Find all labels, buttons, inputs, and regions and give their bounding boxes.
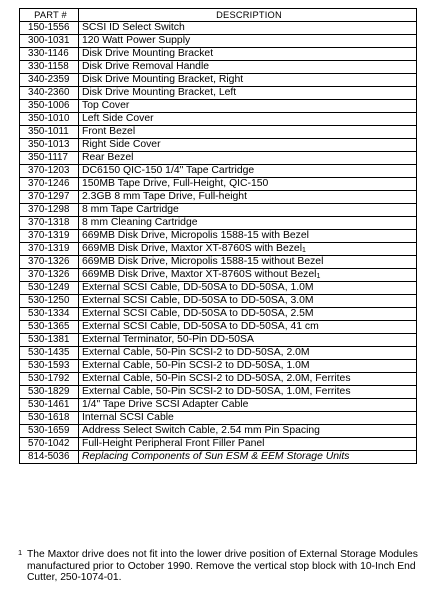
part-number-cell: 350-1006: [20, 100, 79, 113]
part-number-cell: 370-1319: [20, 243, 79, 256]
table-row: [20, 48, 417, 61]
description-cell: [79, 74, 417, 87]
part-number-cell: 330-1146: [20, 48, 79, 61]
part-number-cell: 370-1203: [20, 165, 79, 178]
part-number-cell: 300-1031: [20, 35, 79, 48]
description-cell: [79, 61, 417, 74]
table-row: [20, 243, 417, 256]
description-cell: [79, 165, 417, 178]
description-cell: [79, 243, 417, 256]
table-row: [20, 360, 417, 373]
description-cell: [79, 451, 417, 464]
part-number-cell: 350-1010: [20, 113, 79, 126]
description-text: External Cable, 50-Pin SCSI-2 to DD-50SA, 2.0M, Ferrites: [82, 373, 351, 384]
part-number-cell: 370-1319: [20, 230, 79, 243]
description-cell: [79, 399, 417, 412]
part-number-cell: 370-1326: [20, 256, 79, 269]
part-number-cell: 530-1381: [20, 334, 79, 347]
description-cell: [79, 35, 417, 48]
table-row: [20, 217, 417, 230]
table-row: [20, 451, 417, 464]
part-number-header: PART #: [20, 9, 79, 22]
header-row: [20, 9, 417, 22]
table-body: [20, 22, 417, 464]
table-row: [20, 425, 417, 438]
description-text: Replacing Components of Sun ESM & EEM Storage Units: [82, 451, 350, 462]
description-text: 8 mm Cleaning Cartridge: [82, 217, 198, 228]
description-cell: [79, 256, 417, 269]
part-number-cell: 340-2360: [20, 87, 79, 100]
part-number-cell: 340-2359: [20, 74, 79, 87]
description-cell: [79, 295, 417, 308]
description-text: External Cable, 50-Pin SCSI-2 to DD-50SA, 2.0M: [82, 347, 310, 358]
description-cell: [79, 230, 417, 243]
description-text: Address Select Switch Cable, 2.54 mm Pin Spacing: [82, 425, 320, 436]
part-number-cell: 370-1246: [20, 178, 79, 191]
table-row: [20, 334, 417, 347]
parts-table: [19, 8, 417, 464]
footnote-text: The Maxtor drive does not fit into the lower drive position of External Storage Modules manufactured prior to October 1990. Remove the vertical stop block with 10-Inch End Cutter, 250-1074-01.: [27, 549, 418, 584]
table-row: [20, 165, 417, 178]
description-cell: [79, 204, 417, 217]
footnote: [18, 549, 418, 584]
description-cell: [79, 152, 417, 165]
table-row: [20, 438, 417, 451]
description-text: Disk Drive Removal Handle: [82, 61, 210, 72]
description-cell: [79, 217, 417, 230]
description-cell: [79, 334, 417, 347]
description-text: Top Cover: [82, 100, 130, 111]
footnote-marker: 1: [18, 548, 23, 557]
description-cell: [79, 347, 417, 360]
description-cell: [79, 386, 417, 399]
table-row: [20, 113, 417, 126]
description-cell: [79, 438, 417, 451]
footnote-reference: 1: [316, 273, 321, 280]
part-number-cell: 530-1334: [20, 308, 79, 321]
description-cell: [79, 282, 417, 295]
description-text: Internal SCSI Cable: [82, 412, 174, 423]
part-number-cell: 350-1011: [20, 126, 79, 139]
description-cell: [79, 126, 417, 139]
table-row: [20, 399, 417, 412]
description-text: Disk Drive Mounting Bracket, Left: [82, 87, 237, 98]
description-cell: [79, 425, 417, 438]
part-number-cell: 370-1326: [20, 269, 79, 282]
description-text: External SCSI Cable, DD-50SA to DD-50SA, 3.0M: [82, 295, 314, 306]
description-text: Front Bezel: [82, 126, 136, 137]
table-row: [20, 61, 417, 74]
description-cell: [79, 412, 417, 425]
description-cell: [79, 178, 417, 191]
description-text: Disk Drive Mounting Bracket, Right: [82, 74, 244, 85]
part-number-cell: 350-1117: [20, 152, 79, 165]
table-header: [20, 9, 417, 22]
table-row: [20, 321, 417, 334]
table-row: [20, 178, 417, 191]
description-text: Disk Drive Mounting Bracket: [82, 48, 214, 59]
description-header: DESCRIPTION: [79, 9, 417, 22]
description-cell: [79, 269, 417, 282]
description-text: 150MB Tape Drive, Full-Height, QIC-150: [82, 178, 269, 189]
description-cell: [79, 113, 417, 126]
description-text: Rear Bezel: [82, 152, 134, 163]
description-text: 669MB Disk Drive, Maxtor XT-8760S without Bezel: [82, 269, 317, 280]
part-number-cell: 570-1042: [20, 438, 79, 451]
description-cell: [79, 308, 417, 321]
description-text: Full-Height Peripheral Front Filler Panel: [82, 438, 265, 449]
part-number-cell: 530-1249: [20, 282, 79, 295]
part-number-cell: 150-1556: [20, 22, 79, 35]
description-text: 120 Watt Power Supply: [82, 35, 191, 46]
part-number-cell: 530-1250: [20, 295, 79, 308]
part-number-cell: 530-1792: [20, 373, 79, 386]
description-cell: [79, 373, 417, 386]
description-text: 1/4" Tape Drive SCSI Adapter Cable: [82, 399, 249, 410]
part-number-cell: 530-1659: [20, 425, 79, 438]
part-number-cell: 530-1618: [20, 412, 79, 425]
description-text: Left Side Cover: [82, 113, 154, 124]
description-cell: [79, 100, 417, 113]
description-text: External Terminator, 50-Pin DD-50SA: [82, 334, 254, 345]
part-number-cell: 814-5036: [20, 451, 79, 464]
table-row: [20, 152, 417, 165]
description-text: External Cable, 50-Pin SCSI-2 to DD-50SA, 1.0M: [82, 360, 310, 371]
part-number-cell: 530-1461: [20, 399, 79, 412]
part-number-cell: 330-1158: [20, 61, 79, 74]
part-number-cell: 370-1297: [20, 191, 79, 204]
table-row: [20, 100, 417, 113]
description-text: 8 mm Tape Cartridge: [82, 204, 179, 215]
part-number-cell: 530-1365: [20, 321, 79, 334]
description-text: External Cable, 50-Pin SCSI-2 to DD-50SA, 1.0M, Ferrites: [82, 386, 351, 397]
description-text: 669MB Disk Drive, Maxtor XT-8760S with Bezel: [82, 243, 303, 254]
description-text: 2.3GB 8 mm Tape Drive, Full-height: [82, 191, 247, 202]
part-number-cell: 370-1298: [20, 204, 79, 217]
table-row: [20, 191, 417, 204]
description-text: 669MB Disk Drive, Micropolis 1588-15 with Bezel: [82, 230, 309, 241]
part-number-cell: 530-1829: [20, 386, 79, 399]
table-row: [20, 269, 417, 282]
table-row: [20, 412, 417, 425]
table-row: [20, 87, 417, 100]
part-number-cell: 350-1013: [20, 139, 79, 152]
description-cell: [79, 22, 417, 35]
description-text: DC6150 QIC-150 1/4" Tape Cartridge: [82, 165, 255, 176]
footnote-reference: 1: [302, 247, 306, 254]
part-number-cell: 530-1435: [20, 347, 79, 360]
table-row: [20, 386, 417, 399]
part-number-cell: 370-1318: [20, 217, 79, 230]
description-cell: [79, 191, 417, 204]
description-text: 669MB Disk Drive, Micropolis 1588-15 without Bezel: [82, 256, 324, 267]
table-row: [20, 74, 417, 87]
description-text: SCSI ID Select Switch: [82, 22, 185, 33]
description-text: External SCSI Cable, DD-50SA to DD-50SA, 1.0M: [82, 282, 314, 293]
description-text: External SCSI Cable, DD-50SA to DD-50SA, 41 cm: [82, 321, 319, 332]
description-cell: [79, 87, 417, 100]
description-text: Right Side Cover: [82, 139, 161, 150]
table-row: [20, 204, 417, 217]
table-row: [20, 35, 417, 48]
table-row: [20, 295, 417, 308]
description-cell: [79, 321, 417, 334]
description-text: External SCSI Cable, DD-50SA to DD-50SA, 2.5M: [82, 308, 314, 319]
description-cell: [79, 139, 417, 152]
table-row: [20, 256, 417, 269]
table-row: [20, 347, 417, 360]
description-cell: [79, 360, 417, 373]
table-row: [20, 230, 417, 243]
table-row: [20, 282, 417, 295]
description-cell: [79, 48, 417, 61]
table-row: [20, 308, 417, 321]
table-row: [20, 373, 417, 386]
part-number-cell: 530-1593: [20, 360, 79, 373]
table-row: [20, 139, 417, 152]
table-row: [20, 126, 417, 139]
table-row: [20, 22, 417, 35]
